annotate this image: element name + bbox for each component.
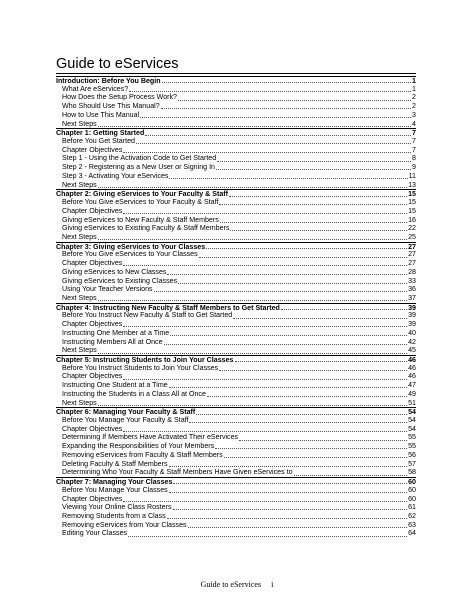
toc-leader-dots <box>207 396 407 397</box>
toc-entry-label: Removing eServices from Your Classes <box>62 520 187 529</box>
toc-leader-dots <box>235 361 407 362</box>
toc-section-entry[interactable] <box>56 250 416 259</box>
toc-entry-label: Chapter 5: Instructing Students to Join Your Classes <box>56 356 234 364</box>
toc-leader-dots <box>123 379 407 380</box>
toc-page-number: 1 <box>412 77 416 85</box>
toc-leader-dots <box>217 161 411 162</box>
toc-section-entry[interactable] <box>56 285 416 294</box>
toc-page-number: 64 <box>408 529 416 538</box>
toc-section-entry[interactable] <box>56 495 416 504</box>
toc-leader-dots <box>215 448 407 449</box>
toc-section-entry[interactable] <box>56 146 416 155</box>
toc-section-entry[interactable] <box>56 521 416 530</box>
toc-entry-label: Chapter Objectives <box>62 206 123 215</box>
footer-title: Guide to eServices <box>200 580 262 589</box>
toc-leader-dots <box>123 501 407 502</box>
toc-entry-label: Before You Manage Your Faculty & Staff <box>62 416 189 425</box>
toc-page-number: 40 <box>408 328 416 337</box>
toc-chapter-entry[interactable] <box>56 76 416 85</box>
toc-section-entry[interactable] <box>56 372 416 381</box>
toc-entry-label: Instructing the Students in a Class All at Once <box>62 389 206 398</box>
toc-section-entry[interactable] <box>56 163 416 172</box>
toc-leader-dots <box>164 344 407 345</box>
toc-section-entry[interactable] <box>56 85 416 94</box>
toc-leader-dots <box>123 326 407 327</box>
toc-entry-label: How Does the Setup Process Work? <box>62 93 177 102</box>
toc-entry-label: Expanding the Responsibilities of Your Members <box>62 442 215 451</box>
toc-entry-label: Before You Give eServices to Your Classes <box>62 250 198 259</box>
toc-page-number: 28 <box>408 267 416 276</box>
toc-leader-dots <box>206 248 407 249</box>
toc-page-number: 60 <box>408 494 416 503</box>
toc-section-entry[interactable] <box>56 198 416 207</box>
toc-page-number: 27 <box>408 259 416 268</box>
toc-page-number: 63 <box>408 520 416 529</box>
toc-leader-dots <box>98 187 407 188</box>
toc-page-number: 58 <box>408 468 416 477</box>
toc-section-entry[interactable] <box>56 137 416 146</box>
toc-page-number: 1 <box>412 84 416 93</box>
toc-page-number: 4 <box>412 119 416 128</box>
toc-leader-dots <box>123 265 407 266</box>
toc-page-number: 2 <box>412 102 416 111</box>
toc-leader-dots <box>169 492 407 493</box>
toc-section-entry[interactable] <box>56 259 416 268</box>
toc-section-entry[interactable] <box>56 120 416 129</box>
toc-entry-label: Before You Manage Your Classes <box>62 485 168 494</box>
toc-leader-dots <box>128 536 407 537</box>
toc-entry-label: Next Steps <box>62 346 97 355</box>
toc-page-number: 39 <box>408 320 416 329</box>
toc-leader-dots <box>173 509 407 510</box>
toc-leader-dots <box>98 126 411 127</box>
page-footer <box>0 580 474 589</box>
toc-section-entry[interactable] <box>56 390 416 399</box>
toc-page-number: 46 <box>408 372 416 381</box>
toc-entry-label: Step 2 - Registering as a New User or Signing In <box>62 163 215 172</box>
toc-entry-label: Before You Get Started <box>62 137 135 146</box>
toc-entry-label: Before You Instruct Students to Join Your Classes <box>62 363 219 372</box>
toc-page-number: 8 <box>412 154 416 163</box>
toc-page-number: 51 <box>408 398 416 407</box>
toc-entry-label: Chapter Objectives <box>62 259 123 268</box>
toc-chapter-entry[interactable] <box>56 355 416 364</box>
toc-section-entry[interactable] <box>56 268 416 277</box>
toc-section-entry[interactable] <box>56 503 416 512</box>
toc-entry-label: Using Your Teacher Versions <box>62 285 153 294</box>
toc-page-number: 36 <box>408 285 416 294</box>
toc-leader-dots <box>281 309 407 310</box>
toc-leader-dots <box>188 527 407 528</box>
toc-leader-dots <box>161 108 411 109</box>
toc-leader-dots <box>169 466 407 467</box>
toc-leader-dots <box>219 370 407 371</box>
toc-section-entry[interactable] <box>56 102 416 111</box>
toc-entry-label: Chapter 2: Giving eServices to Your Faculty & Staff <box>56 190 229 199</box>
title-rule <box>56 73 416 74</box>
toc-leader-dots <box>123 152 411 153</box>
toc-page-number: 62 <box>408 511 416 520</box>
toc-leader-dots <box>170 335 407 336</box>
toc-leader-dots <box>224 457 407 458</box>
toc-page-number: 39 <box>408 311 416 320</box>
toc-leader-dots <box>98 405 407 406</box>
toc-leader-dots <box>129 91 411 92</box>
toc-section-entry[interactable] <box>56 329 416 338</box>
toc-section-entry[interactable] <box>56 346 416 355</box>
toc-entry-label: Giving eServices to Existing Classes <box>62 276 178 285</box>
toc-page-number: 61 <box>408 503 416 512</box>
footer-page-number: i <box>271 580 274 589</box>
toc-page-number: 39 <box>408 303 416 312</box>
toc-leader-dots <box>199 257 407 258</box>
toc-entry-label: How to Use This Manual <box>62 110 140 119</box>
toc-section-entry[interactable] <box>56 529 416 538</box>
toc-section-entry[interactable] <box>56 277 416 286</box>
toc-section-entry[interactable] <box>56 416 416 425</box>
toc-section-entry[interactable] <box>56 486 416 495</box>
toc-leader-dots <box>145 135 411 136</box>
toc-entry-label: Instructing Members All at Once <box>62 337 163 346</box>
toc-leader-dots <box>189 422 407 423</box>
toc-section-entry[interactable] <box>56 460 416 469</box>
toc-entry-label: Chapter Objectives <box>62 424 123 433</box>
toc-leader-dots <box>169 178 408 179</box>
toc-entry-label: Giving eServices to New Faculty & Staff Members <box>62 215 219 224</box>
toc-page-number: 55 <box>408 442 416 451</box>
toc-section-entry[interactable] <box>56 433 416 442</box>
toc-page-number: 47 <box>408 381 416 390</box>
toc-page-number: 33 <box>408 276 416 285</box>
toc-entry-label: Chapter Objectives <box>62 145 123 154</box>
toc-chapter-entry[interactable] <box>56 407 416 416</box>
toc-leader-dots <box>178 100 411 101</box>
page-title: Guide to eServices <box>56 56 179 72</box>
toc-entry-label: Chapter Objectives <box>62 494 123 503</box>
toc-chapter-entry[interactable] <box>56 128 416 137</box>
toc-page-number: 15 <box>408 206 416 215</box>
toc-section-entry[interactable] <box>56 216 416 225</box>
toc-page-number: 46 <box>408 356 416 364</box>
toc-section-entry[interactable] <box>56 224 416 233</box>
toc-entry-label: Chapter 4: Instructing New Faculty & Staff Members to Get Started <box>56 303 280 312</box>
toc-section-entry[interactable] <box>56 233 416 242</box>
toc-leader-dots <box>167 518 407 519</box>
table-of-contents <box>56 76 416 538</box>
toc-page-number: 27 <box>408 250 416 259</box>
toc-entry-label: Removing Students from a Class <box>62 511 166 520</box>
toc-chapter-entry[interactable] <box>56 303 416 312</box>
toc-entry-label: Determining Who Your Faculty & Staff Members Have Given eServices to <box>62 468 293 477</box>
toc-entry-label: Removing eServices from Faculty & Staff Members <box>62 450 223 459</box>
toc-entry-label: Step 3 - Activating Your eServices <box>62 171 169 180</box>
toc-leader-dots <box>239 440 407 441</box>
toc-leader-dots <box>230 230 407 231</box>
toc-entry-label: Chapter Objectives <box>62 320 123 329</box>
toc-leader-dots <box>98 353 407 354</box>
toc-leader-dots <box>136 143 411 144</box>
toc-page-number: 37 <box>408 293 416 302</box>
toc-chapter-entry[interactable] <box>56 477 416 486</box>
toc-leader-dots <box>154 291 407 292</box>
toc-page-number: 3 <box>412 110 416 119</box>
toc-entry-label: Next Steps <box>62 293 97 302</box>
toc-leader-dots <box>173 483 407 484</box>
toc-section-entry[interactable] <box>56 320 416 329</box>
toc-entry-label: Before You Instruct New Faculty & Staff to Get Started <box>62 311 233 320</box>
toc-entry-label: Chapter 3: Giving eServices to Your Classes <box>56 242 206 251</box>
toc-entry-label: Viewing Your Online Class Rosters <box>62 503 172 512</box>
toc-page-number: 54 <box>408 416 416 425</box>
toc-entry-label: What Are eServices? <box>62 84 129 93</box>
toc-entry-label: Instructing One Member at a Time <box>62 328 170 337</box>
toc-leader-dots <box>169 387 407 388</box>
toc-page-number: 25 <box>408 232 416 241</box>
toc-entry-label: Introduction: Before You Begin <box>56 77 161 85</box>
toc-leader-dots <box>140 117 411 118</box>
toc-entry-label: Giving eServices to New Classes <box>62 267 167 276</box>
toc-entry-label: Instructing One Student at a Time <box>62 381 168 390</box>
toc-page-number: 57 <box>408 459 416 468</box>
toc-page-number: 2 <box>412 93 416 102</box>
toc-leader-dots <box>162 82 411 83</box>
toc-page-number: 9 <box>412 163 416 172</box>
toc-leader-dots <box>196 414 407 415</box>
toc-entry-label: Next Steps <box>62 232 97 241</box>
toc-leader-dots <box>233 318 407 319</box>
toc-section-entry[interactable] <box>56 512 416 521</box>
toc-section-entry[interactable] <box>56 425 416 434</box>
toc-section-entry[interactable] <box>56 468 416 477</box>
toc-section-entry[interactable] <box>56 442 416 451</box>
toc-page-number: 22 <box>408 224 416 233</box>
toc-leader-dots <box>167 274 407 275</box>
toc-page-number: 16 <box>408 215 416 224</box>
toc-entry-label: Chapter Objectives <box>62 372 123 381</box>
toc-section-entry[interactable] <box>56 207 416 216</box>
toc-leader-dots <box>98 300 407 301</box>
toc-section-entry[interactable] <box>56 451 416 460</box>
toc-page-number: 56 <box>408 450 416 459</box>
toc-page-number: 13 <box>408 180 416 189</box>
toc-page-number: 15 <box>408 190 416 199</box>
toc-entry-label: Chapter 7: Managing Your Classes <box>56 478 173 487</box>
toc-page-number: 46 <box>408 363 416 372</box>
toc-entry-label: Chapter 1: Getting Started <box>56 129 145 138</box>
toc-page-number: 60 <box>408 485 416 494</box>
toc-page-number: 7 <box>412 137 416 146</box>
toc-page-number: 27 <box>408 242 416 251</box>
toc-page-number: 42 <box>408 337 416 346</box>
toc-section-entry[interactable] <box>56 172 416 181</box>
toc-entry-label: Before You Give eServices to Your Faculty & Staff <box>62 198 219 207</box>
toc-page-number: 60 <box>408 478 416 487</box>
toc-page-number: 45 <box>408 346 416 355</box>
toc-page-number: 55 <box>408 433 416 442</box>
toc-leader-dots <box>220 222 407 223</box>
toc-section-entry[interactable] <box>56 111 416 120</box>
toc-leader-dots <box>123 213 407 214</box>
toc-entry-label: Next Steps <box>62 180 97 189</box>
toc-entry-label: Next Steps <box>62 398 97 407</box>
toc-section-entry[interactable] <box>56 294 416 303</box>
toc-chapter-entry[interactable] <box>56 189 416 198</box>
toc-section-entry[interactable] <box>56 399 416 408</box>
toc-section-entry[interactable] <box>56 338 416 347</box>
toc-entry-label: Step 1 - Using the Activation Code to Get Started <box>62 154 217 163</box>
toc-entry-label: Determining If Members Have Activated Their eServices <box>62 433 239 442</box>
toc-leader-dots <box>294 475 407 476</box>
toc-section-entry[interactable] <box>56 93 416 102</box>
toc-entry-label: Chapter 6: Managing Your Faculty & Staff <box>56 408 196 417</box>
toc-page-number: 54 <box>408 424 416 433</box>
toc-chapter-entry[interactable] <box>56 242 416 251</box>
toc-leader-dots <box>178 283 407 284</box>
toc-page-number: 49 <box>408 389 416 398</box>
toc-leader-dots <box>229 196 407 197</box>
toc-entry-label: Next Steps <box>62 119 97 128</box>
toc-entry-label: Giving eServices to Existing Faculty & Staff Members <box>62 224 230 233</box>
toc-leader-dots <box>219 204 407 205</box>
toc-leader-dots <box>123 431 407 432</box>
toc-page-number: 7 <box>412 145 416 154</box>
toc-page-number: 11 <box>408 171 416 180</box>
toc-page-number: 15 <box>408 198 416 207</box>
toc-entry-label: Deleting Faculty & Staff Members <box>62 459 168 468</box>
toc-section-entry[interactable] <box>56 154 416 163</box>
toc-section-entry[interactable] <box>56 364 416 373</box>
toc-entry-label: Who Should Use This Manual? <box>62 102 160 111</box>
toc-leader-dots <box>216 169 411 170</box>
toc-entry-label: Editing Your Classes <box>62 529 128 538</box>
toc-leader-dots <box>98 239 407 240</box>
toc-page-number: 54 <box>408 408 416 417</box>
toc-section-entry[interactable] <box>56 311 416 320</box>
toc-section-entry[interactable] <box>56 181 416 190</box>
toc-page-number: 7 <box>412 129 416 138</box>
toc-section-entry[interactable] <box>56 381 416 390</box>
